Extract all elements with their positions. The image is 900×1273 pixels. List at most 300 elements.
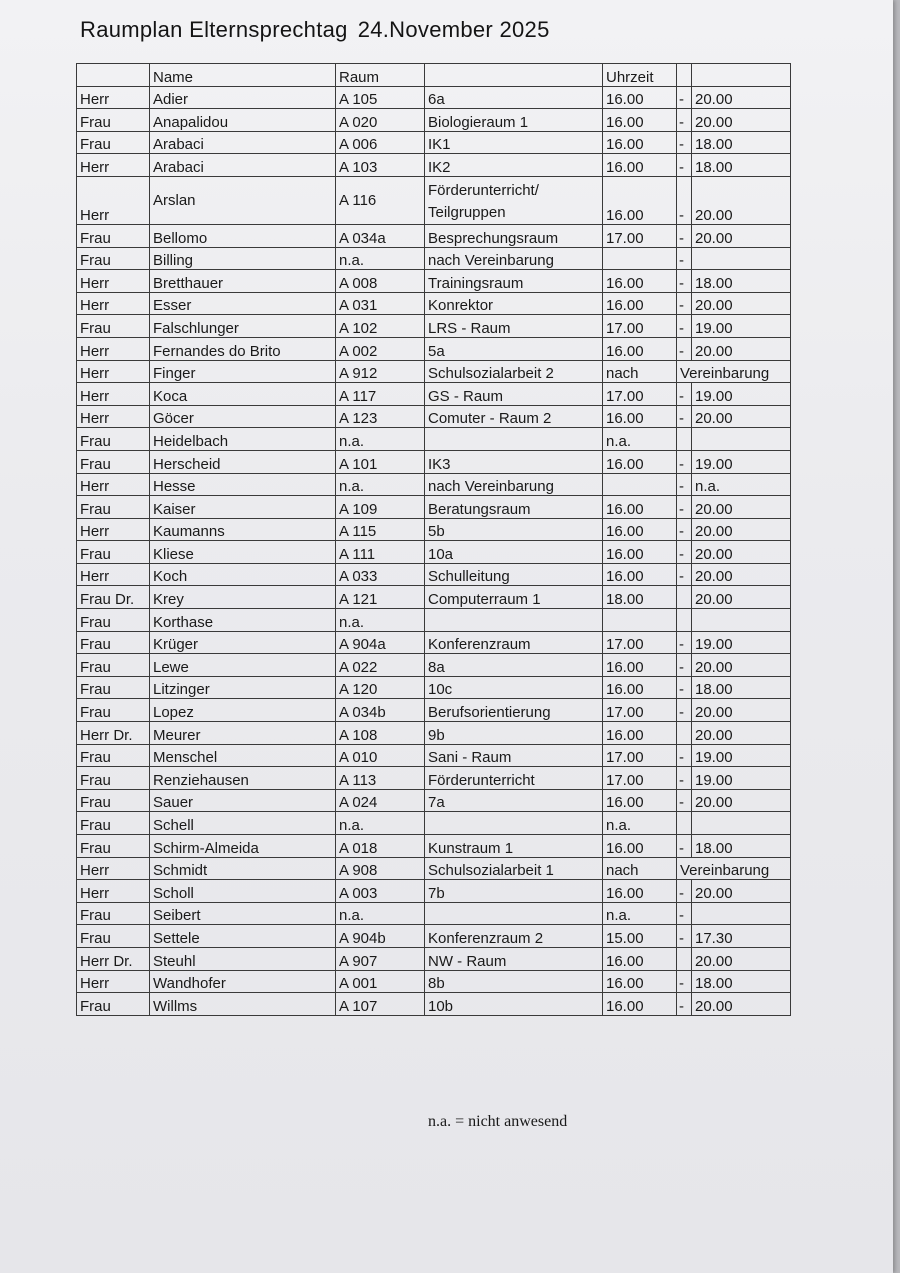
cell-von: 16.00 (603, 131, 677, 154)
cell-von: 16.00 (603, 86, 677, 109)
cell-raum: A 912 (336, 360, 425, 383)
cell-dash: - (677, 176, 692, 224)
cell-dash (677, 586, 692, 609)
table-row (77, 131, 791, 154)
cell-raum: A 113 (336, 767, 425, 790)
table-row (77, 993, 791, 1016)
cell-raum: A 022 (336, 654, 425, 677)
cell-name: Wandhofer (150, 970, 336, 993)
cell-von (603, 609, 677, 632)
cell-anrede: Frau (77, 902, 150, 925)
cell-bis: n.a. (692, 473, 791, 496)
table-row (77, 360, 791, 383)
cell-bezeichnung: 7b (425, 880, 603, 903)
cell-bis: 20.00 (692, 654, 791, 677)
cell-bezeichnung: Förderunterricht/ Teilgruppen (425, 176, 603, 224)
cell-raum: A 034b (336, 699, 425, 722)
cell-anrede: Frau (77, 224, 150, 247)
cell-name: Scholl (150, 880, 336, 903)
cell-dash: - (677, 270, 692, 293)
cell-name: Schmidt (150, 857, 336, 880)
cell-bezeichnung: Schulsozialarbeit 1 (425, 857, 603, 880)
cell-name: Litzinger (150, 676, 336, 699)
cell-bezeichnung: 10a (425, 541, 603, 564)
cell-anrede: Herr (77, 857, 150, 880)
cell-bis (692, 609, 791, 632)
cell-bezeichnung: Besprechungsraum (425, 224, 603, 247)
cell-dash: - (677, 654, 692, 677)
cell-anrede: Herr (77, 86, 150, 109)
cell-raum: A 101 (336, 450, 425, 473)
table-row (77, 609, 791, 632)
cell-name: Esser (150, 292, 336, 315)
cell-name: Arslan (150, 176, 336, 224)
cell-dash: - (677, 224, 692, 247)
table-row (77, 699, 791, 722)
table-header-row (77, 64, 791, 87)
cell-bezeichnung: GS - Raum (425, 383, 603, 406)
header-uhrzeit: Uhrzeit (603, 64, 677, 87)
cell-name: Kliese (150, 541, 336, 564)
cell-dash: - (677, 473, 692, 496)
table-row (77, 109, 791, 132)
cell-von (603, 473, 677, 496)
cell-raum: A 008 (336, 270, 425, 293)
cell-anrede: Frau (77, 676, 150, 699)
table-body (77, 86, 791, 1015)
table-row (77, 970, 791, 993)
cell-raum: A 105 (336, 86, 425, 109)
cell-anrede: Herr (77, 154, 150, 177)
header-bezeichnung (425, 64, 603, 87)
cell-raum: A 108 (336, 722, 425, 745)
cell-anrede: Herr (77, 337, 150, 360)
cell-name: Renziehausen (150, 767, 336, 790)
cell-name: Billing (150, 247, 336, 270)
cell-bezeichnung: Konrektor (425, 292, 603, 315)
cell-raum: n.a. (336, 902, 425, 925)
cell-von: 17.00 (603, 699, 677, 722)
cell-raum: A 904b (336, 925, 425, 948)
table-row (77, 383, 791, 406)
cell-bezeichnung: nach Vereinbarung (425, 247, 603, 270)
cell-name: Heidelbach (150, 428, 336, 451)
cell-von: 16.00 (603, 947, 677, 970)
cell-anrede: Frau Dr. (77, 586, 150, 609)
cell-anrede: Frau (77, 247, 150, 270)
cell-bezeichnung: 8b (425, 970, 603, 993)
table-row (77, 86, 791, 109)
table-row (77, 902, 791, 925)
cell-anrede: Frau (77, 541, 150, 564)
table-row (77, 473, 791, 496)
cell-von: 16.00 (603, 541, 677, 564)
cell-anrede: Herr (77, 292, 150, 315)
page-title (80, 17, 550, 43)
table-row (77, 154, 791, 177)
cell-name: Schell (150, 812, 336, 835)
cell-anrede: Herr (77, 518, 150, 541)
cell-anrede: Frau (77, 744, 150, 767)
table-row (77, 654, 791, 677)
cell-anrede: Herr (77, 563, 150, 586)
cell-raum: n.a. (336, 428, 425, 451)
cell-von: 16.00 (603, 676, 677, 699)
cell-raum: A 003 (336, 880, 425, 903)
cell-name: Willms (150, 993, 336, 1016)
cell-von: 16.00 (603, 970, 677, 993)
cell-von: 16.00 (603, 109, 677, 132)
cell-von: 17.00 (603, 767, 677, 790)
cell-name: Sauer (150, 789, 336, 812)
cell-raum: n.a. (336, 247, 425, 270)
cell-bezeichnung: NW - Raum (425, 947, 603, 970)
cell-name: Settele (150, 925, 336, 948)
cell-name: Koca (150, 383, 336, 406)
cell-bis: 18.00 (692, 154, 791, 177)
cell-von: n.a. (603, 812, 677, 835)
cell-name: Finger (150, 360, 336, 383)
cell-dash: - (677, 247, 692, 270)
cell-bis (692, 812, 791, 835)
cell-bis: 20.00 (692, 880, 791, 903)
cell-von: 17.00 (603, 631, 677, 654)
cell-anrede: Frau (77, 789, 150, 812)
cell-anrede: Herr (77, 880, 150, 903)
cell-bis: 20.00 (692, 541, 791, 564)
cell-bis: Vereinbarung (677, 360, 791, 383)
cell-anrede: Frau (77, 631, 150, 654)
cell-name: Korthase (150, 609, 336, 632)
cell-raum: A 117 (336, 383, 425, 406)
cell-bis: 18.00 (692, 676, 791, 699)
cell-dash: - (677, 315, 692, 338)
cell-bis: 20.00 (692, 292, 791, 315)
cell-von: 16.00 (603, 292, 677, 315)
cell-bezeichnung: Kunstraum 1 (425, 835, 603, 858)
cell-raum: A 033 (336, 563, 425, 586)
cell-bezeichnung: 10b (425, 993, 603, 1016)
cell-dash: - (677, 154, 692, 177)
cell-dash: - (677, 699, 692, 722)
table-row (77, 925, 791, 948)
cell-raum: A 020 (336, 109, 425, 132)
cell-raum: A 024 (336, 789, 425, 812)
cell-dash (677, 609, 692, 632)
cell-von: 16.00 (603, 789, 677, 812)
cell-dash (677, 428, 692, 451)
cell-name: Arabaci (150, 154, 336, 177)
table-row (77, 880, 791, 903)
cell-bezeichnung: 10c (425, 676, 603, 699)
cell-dash: - (677, 518, 692, 541)
cell-raum: A 908 (336, 857, 425, 880)
cell-bis: 20.00 (692, 699, 791, 722)
cell-bis: 20.00 (692, 563, 791, 586)
cell-dash: - (677, 676, 692, 699)
cell-bezeichnung: IK3 (425, 450, 603, 473)
cell-von: 16.00 (603, 880, 677, 903)
cell-raum: n.a. (336, 473, 425, 496)
cell-anrede: Herr (77, 970, 150, 993)
cell-bis: 19.00 (692, 383, 791, 406)
cell-anrede: Frau (77, 767, 150, 790)
cell-raum: n.a. (336, 609, 425, 632)
cell-von: 18.00 (603, 586, 677, 609)
cell-bezeichnung: Comuter - Raum 2 (425, 405, 603, 428)
cell-dash: - (677, 993, 692, 1016)
cell-bezeichnung: 7a (425, 789, 603, 812)
cell-dash (677, 722, 692, 745)
cell-raum: n.a. (336, 812, 425, 835)
cell-bis: 19.00 (692, 767, 791, 790)
cell-von: 16.00 (603, 496, 677, 519)
cell-raum: A 120 (336, 676, 425, 699)
cell-dash: - (677, 744, 692, 767)
cell-name: Lewe (150, 654, 336, 677)
cell-bezeichnung (425, 812, 603, 835)
cell-anrede: Frau (77, 699, 150, 722)
cell-bis: 20.00 (692, 496, 791, 519)
cell-bis: 20.00 (692, 722, 791, 745)
table-row (77, 496, 791, 519)
cell-bezeichnung: 5a (425, 337, 603, 360)
cell-name: Lopez (150, 699, 336, 722)
cell-name: Koch (150, 563, 336, 586)
cell-von: 15.00 (603, 925, 677, 948)
cell-name: Kaumanns (150, 518, 336, 541)
table-row (77, 247, 791, 270)
cell-bis: 20.00 (692, 518, 791, 541)
cell-name: Anapalidou (150, 109, 336, 132)
cell-dash: - (677, 925, 692, 948)
cell-bezeichnung: IK2 (425, 154, 603, 177)
cell-name: Krüger (150, 631, 336, 654)
table-row (77, 586, 791, 609)
cell-anrede: Frau (77, 428, 150, 451)
cell-anrede: Frau (77, 315, 150, 338)
cell-dash: - (677, 631, 692, 654)
cell-bis: 18.00 (692, 970, 791, 993)
table-row (77, 676, 791, 699)
legend-note: n.a. = nicht anwesend (428, 1113, 568, 1130)
table-row (77, 450, 791, 473)
cell-anrede: Frau (77, 609, 150, 632)
cell-raum: A 034a (336, 224, 425, 247)
cell-dash: - (677, 86, 692, 109)
cell-bis: 19.00 (692, 450, 791, 473)
cell-von: nach (603, 360, 677, 383)
table-row (77, 224, 791, 247)
cell-bis: 20.00 (692, 224, 791, 247)
cell-bis: 18.00 (692, 131, 791, 154)
cell-raum: A 010 (336, 744, 425, 767)
cell-anrede: Herr (77, 270, 150, 293)
cell-dash (677, 812, 692, 835)
cell-name: Meurer (150, 722, 336, 745)
table-row (77, 744, 791, 767)
cell-name: Falschlunger (150, 315, 336, 338)
cell-name: Arabaci (150, 131, 336, 154)
cell-von: 17.00 (603, 315, 677, 338)
cell-bis: Vereinbarung (677, 857, 791, 880)
cell-raum: A 002 (336, 337, 425, 360)
cell-raum: A 123 (336, 405, 425, 428)
table-row (77, 292, 791, 315)
cell-anrede: Herr Dr. (77, 947, 150, 970)
cell-dash: - (677, 970, 692, 993)
cell-von: 16.00 (603, 993, 677, 1016)
cell-bis (692, 247, 791, 270)
cell-dash: - (677, 789, 692, 812)
cell-dash: - (677, 835, 692, 858)
header-raum: Raum (336, 64, 425, 87)
cell-raum: A 111 (336, 541, 425, 564)
cell-raum: A 121 (336, 586, 425, 609)
cell-anrede: Frau (77, 812, 150, 835)
cell-bezeichnung (425, 428, 603, 451)
table-row (77, 270, 791, 293)
cell-raum: A 107 (336, 993, 425, 1016)
table-row (77, 405, 791, 428)
cell-bezeichnung: 5b (425, 518, 603, 541)
cell-von: 17.00 (603, 224, 677, 247)
cell-anrede: Herr (77, 405, 150, 428)
cell-bis: 20.00 (692, 993, 791, 1016)
cell-von: 16.00 (603, 518, 677, 541)
cell-bis: 19.00 (692, 631, 791, 654)
cell-anrede: Herr (77, 473, 150, 496)
cell-raum: A 102 (336, 315, 425, 338)
cell-dash: - (677, 496, 692, 519)
cell-bis: 20.00 (692, 405, 791, 428)
cell-bis: 20.00 (692, 337, 791, 360)
cell-bezeichnung: LRS - Raum (425, 315, 603, 338)
cell-name: Herscheid (150, 450, 336, 473)
cell-bezeichnung (425, 902, 603, 925)
cell-anrede: Frau (77, 993, 150, 1016)
cell-bezeichnung: 6a (425, 86, 603, 109)
cell-anrede: Herr (77, 383, 150, 406)
cell-dash: - (677, 880, 692, 903)
cell-von: n.a. (603, 902, 677, 925)
cell-dash: - (677, 383, 692, 406)
cell-anrede: Frau (77, 496, 150, 519)
cell-bezeichnung: nach Vereinbarung (425, 473, 603, 496)
cell-raum: A 103 (336, 154, 425, 177)
cell-bis: 18.00 (692, 270, 791, 293)
table-row (77, 176, 791, 224)
cell-dash: - (677, 767, 692, 790)
cell-raum: A 116 (336, 176, 425, 224)
cell-raum: A 115 (336, 518, 425, 541)
table-row (77, 518, 791, 541)
cell-name: Bellomo (150, 224, 336, 247)
cell-bezeichnung: Beratungsraum (425, 496, 603, 519)
cell-raum: A 907 (336, 947, 425, 970)
table-row (77, 337, 791, 360)
cell-name: Kaiser (150, 496, 336, 519)
cell-von: 16.00 (603, 722, 677, 745)
cell-dash: - (677, 450, 692, 473)
table-row (77, 947, 791, 970)
cell-bis: 20.00 (692, 789, 791, 812)
table-row (77, 428, 791, 451)
cell-bezeichnung: Konferenzraum (425, 631, 603, 654)
header-end (692, 64, 791, 87)
table-row (77, 722, 791, 745)
cell-bis: 20.00 (692, 109, 791, 132)
cell-anrede: Frau (77, 654, 150, 677)
cell-bis: 18.00 (692, 835, 791, 858)
table-row (77, 812, 791, 835)
cell-bis: 20.00 (692, 586, 791, 609)
title-date: 24.November 2025 (357, 17, 550, 42)
table-row (77, 563, 791, 586)
cell-anrede: Frau (77, 109, 150, 132)
cell-von (603, 247, 677, 270)
cell-bezeichnung: Biologieraum 1 (425, 109, 603, 132)
cell-von: 17.00 (603, 744, 677, 767)
header-dash (677, 64, 692, 87)
cell-dash: - (677, 902, 692, 925)
cell-bezeichnung: Schulsozialarbeit 2 (425, 360, 603, 383)
cell-name: Göcer (150, 405, 336, 428)
cell-bezeichnung: Sani - Raum (425, 744, 603, 767)
cell-name: Bretthauer (150, 270, 336, 293)
cell-von: 16.00 (603, 835, 677, 858)
table-row (77, 541, 791, 564)
cell-von: 16.00 (603, 450, 677, 473)
cell-anrede: Frau (77, 835, 150, 858)
table-row (77, 315, 791, 338)
table-row (77, 789, 791, 812)
cell-raum: A 109 (336, 496, 425, 519)
cell-dash: - (677, 405, 692, 428)
cell-bezeichnung: Trainingsraum (425, 270, 603, 293)
cell-name: Schirm-Almeida (150, 835, 336, 858)
cell-bezeichnung: Förderunterricht (425, 767, 603, 790)
table-row (77, 767, 791, 790)
cell-bezeichnung: 9b (425, 722, 603, 745)
cell-dash: - (677, 131, 692, 154)
cell-dash: - (677, 337, 692, 360)
cell-name: Steuhl (150, 947, 336, 970)
cell-bis (692, 902, 791, 925)
table-row (77, 835, 791, 858)
cell-von: 16.00 (603, 654, 677, 677)
cell-dash: - (677, 292, 692, 315)
cell-bezeichnung: Schulleitung (425, 563, 603, 586)
cell-bezeichnung: 8a (425, 654, 603, 677)
cell-bis: 20.00 (692, 86, 791, 109)
cell-bezeichnung: Berufsorientierung (425, 699, 603, 722)
cell-name: Hesse (150, 473, 336, 496)
cell-bis: 17.30 (692, 925, 791, 948)
cell-name: Adier (150, 86, 336, 109)
cell-von: n.a. (603, 428, 677, 451)
cell-bis: 20.00 (692, 176, 791, 224)
cell-raum: A 018 (336, 835, 425, 858)
cell-dash: - (677, 541, 692, 564)
cell-anrede: Frau (77, 131, 150, 154)
cell-anrede: Herr (77, 360, 150, 383)
cell-bezeichnung: Konferenzraum 2 (425, 925, 603, 948)
cell-raum: A 904a (336, 631, 425, 654)
cell-von: nach (603, 857, 677, 880)
cell-anrede: Frau (77, 925, 150, 948)
cell-bezeichnung: Computerraum 1 (425, 586, 603, 609)
